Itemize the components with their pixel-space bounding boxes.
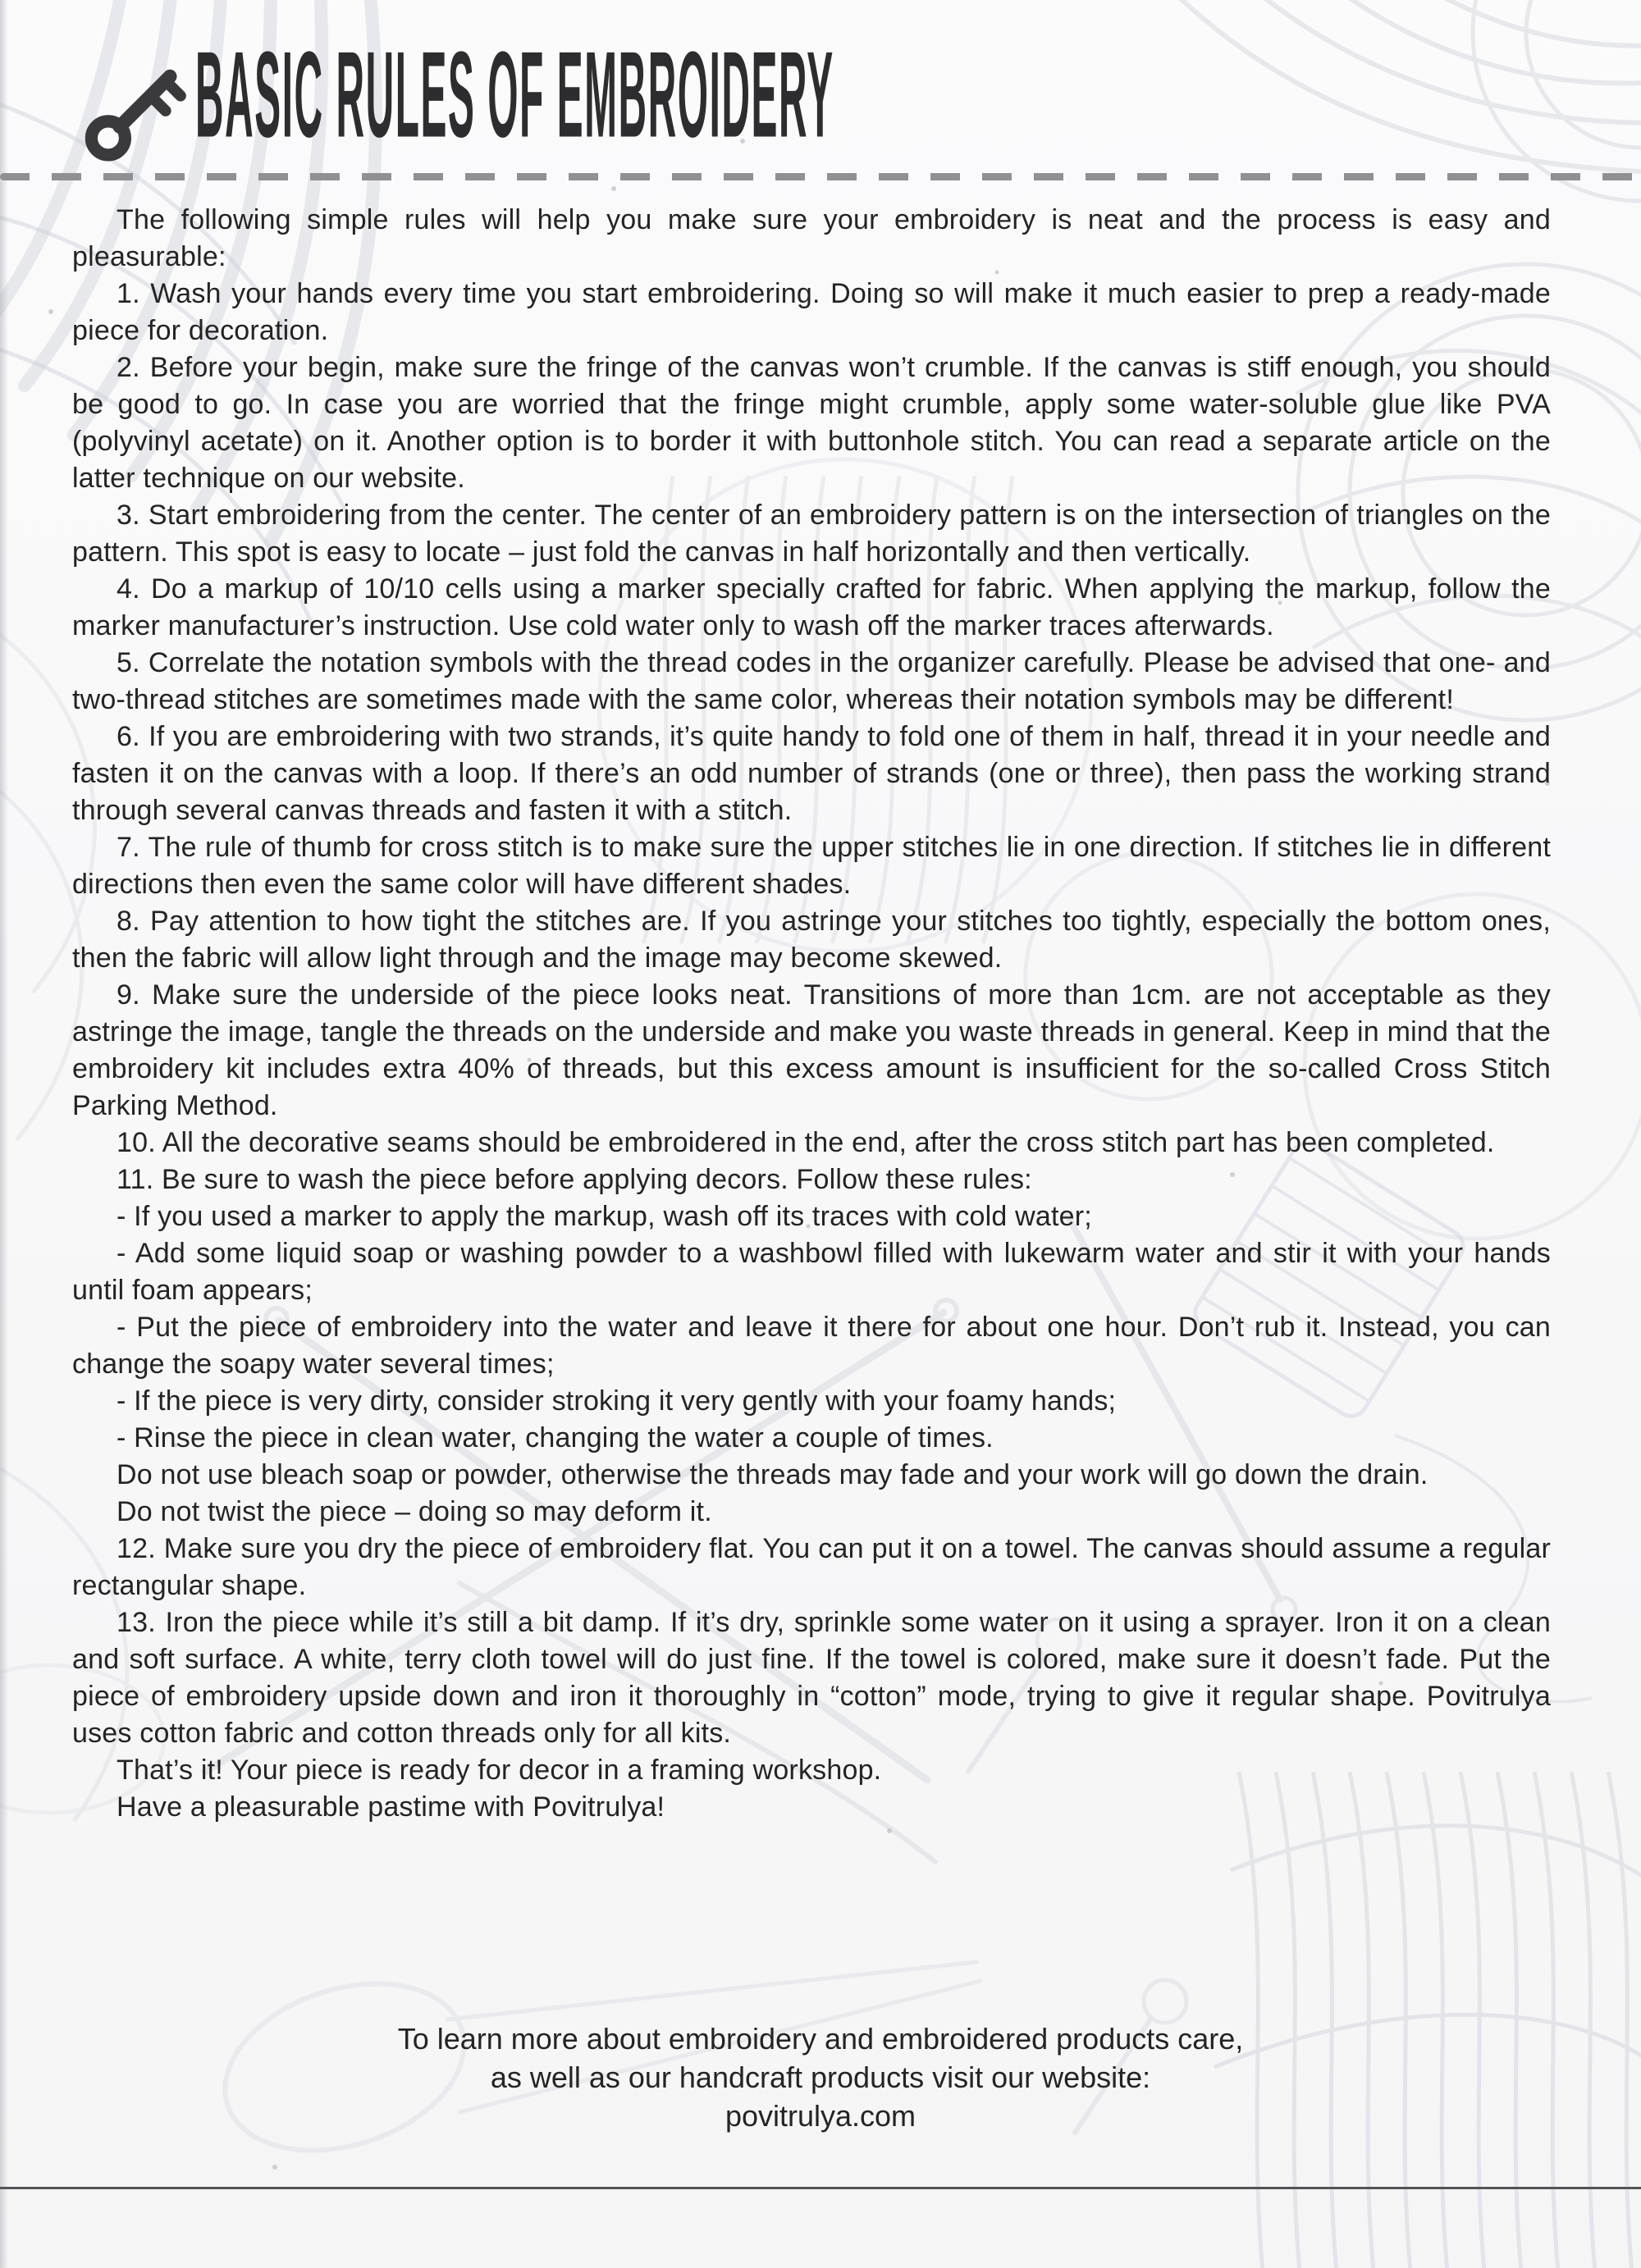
body-paragraph: 3. Start embroidering from the center. The center of an embroidery pattern is on the intersection of triangles on the pattern. This spot is easy to locate – just fold the canvas in half horizontally and then vertically.: [72, 500, 1551, 568]
body-paragraph: 10. All the decorative seams should be embroidered in the end, after the cross stitch part has been completed.: [117, 1127, 1495, 1158]
yarn-ball-top-right-art: [1165, 0, 1641, 201]
body-paragraph: Do not use bleach soap or powder, otherwise the threads may fade and your work will go down the drain.: [117, 1459, 1428, 1490]
page-edge-line: [0, 2187, 1641, 2189]
body-paragraph: 1. Wash your hands every time you start embroidering. Doing so will make it much easier to prep a ready-made piece for decoration.: [72, 278, 1551, 346]
key-icon: [71, 48, 195, 172]
footer-line-1: To learn more about embroidery and embroidered products care,: [397, 2022, 1244, 2056]
body-paragraph: 12. Make sure you dry the piece of embroidery flat. You can put it on a towel. The canvas should assume a regular rectangular shape.: [72, 1533, 1551, 1601]
body-paragraph: Have a pleasurable pastime with Povitrulya!: [117, 1791, 665, 1823]
body-paragraph: 2. Before your begin, make sure the fringe of the canvas won’t crumble. If the canvas is stiff enough, you should be good to go. In case you are worried that the fringe might crumble, apply some water-soluble glue like PVA (polyvinyl acetate) on it. Another option is to border it with buttonhole stitch. You can read a separate article on the latter technique on our website.: [72, 352, 1551, 494]
body-paragraph: - If the piece is very dirty, consider stroking it very gently with your foamy hands;: [117, 1385, 1117, 1417]
body-paragraph: 4. Do a markup of 10/10 cells using a marker specially crafted for fabric. When applying the markup, follow the marker manufacturer’s instruction. Use cold water only to wash off the marker traces afterwards.: [72, 573, 1551, 641]
body-paragraph: 9. Make sure the underside of the piece looks neat. Transitions of more than 1cm. are not acceptable as they astringe the image, tangle the threads on the underside and make you waste threads in general. Keep in mind that the embroidery kit includes extra 40% of threads, but this excess amount is insufficient for the so-called Cross Stitch Parking Method.: [72, 979, 1551, 1121]
page-title: BASIC RULES OF EMBROIDERY: [195, 27, 834, 163]
scan-edge-shadow: [0, 0, 8, 2268]
body-paragraph: 11. Be sure to wash the piece before applying decors. Follow these rules:: [117, 1164, 1032, 1195]
footer-note: [0, 2019, 1641, 2135]
body-paragraph: - Put the piece of embroidery into the water and leave it there for about one hour. Don’t rub it. Instead, you can change the soapy water several times;: [72, 1312, 1551, 1380]
body-paragraph: 13. Iron the piece while it’s still a bit damp. If it’s dry, sprinkle some water on it using a sprayer. Iron it on a clean and soft surface. A white, terry cloth towel will do just fine. If the towel is colored, make sure it doesn’t fade. Put the piece of embroidery upside down and iron it thoroughly in “cotton” mode, trying to give it regular shape. Povitrulya uses cotton fabric and cotton threads only for all kits.: [72, 1607, 1551, 1749]
body-paragraph: 8. Pay attention to how tight the stitches are. If you astringe your stitches too tightly, especially the bottom ones, then the fabric will allow light through and the image may become skewed.: [72, 906, 1551, 974]
body-paragraph: Do not twist the piece – doing so may deform it.: [117, 1496, 712, 1527]
website-url: povitrulya.com: [725, 2099, 916, 2133]
body-paragraph: 6. If you are embroidering with two strands, it’s quite handy to fold one of them in half, thread it in your needle and fasten it on the canvas with a loop. If there’s an odd number of strands (one or three), then pass the working strand through several canvas threads and fasten it with a stitch.: [72, 721, 1551, 826]
rules-text: [72, 202, 1551, 1826]
body-paragraph: 5. Correlate the notation symbols with the thread codes in the organizer carefully. Please be advised that one- and two-thread stitches are sometimes made with the same color, whereas their notation symbols may be different!: [72, 647, 1551, 715]
dashed-divider: [0, 173, 1641, 180]
body-paragraph: The following simple rules will help you make sure your embroidery is neat and the process is easy and pleasurable:: [72, 204, 1551, 272]
body-paragraph: - Rinse the piece in clean water, changing the water a couple of times.: [117, 1422, 994, 1453]
body-paragraph: - Add some liquid soap or washing powder to a washbowl filled with lukewarm water and stir it with your hands until foam appears;: [72, 1238, 1551, 1306]
body-paragraph: - If you used a marker to apply the markup, wash off its traces with cold water;: [117, 1201, 1092, 1232]
body-paragraph: 7. The rule of thumb for cross stitch is to make sure the upper stitches lie in one direction. If stitches lie in different directions then even the same color will have different shades.: [72, 832, 1551, 900]
footer-line-2: as well as our handcraft products visit our website:: [490, 2060, 1151, 2094]
body-paragraph: That’s it! Your piece is ready for decor in a framing workshop.: [117, 1755, 882, 1786]
